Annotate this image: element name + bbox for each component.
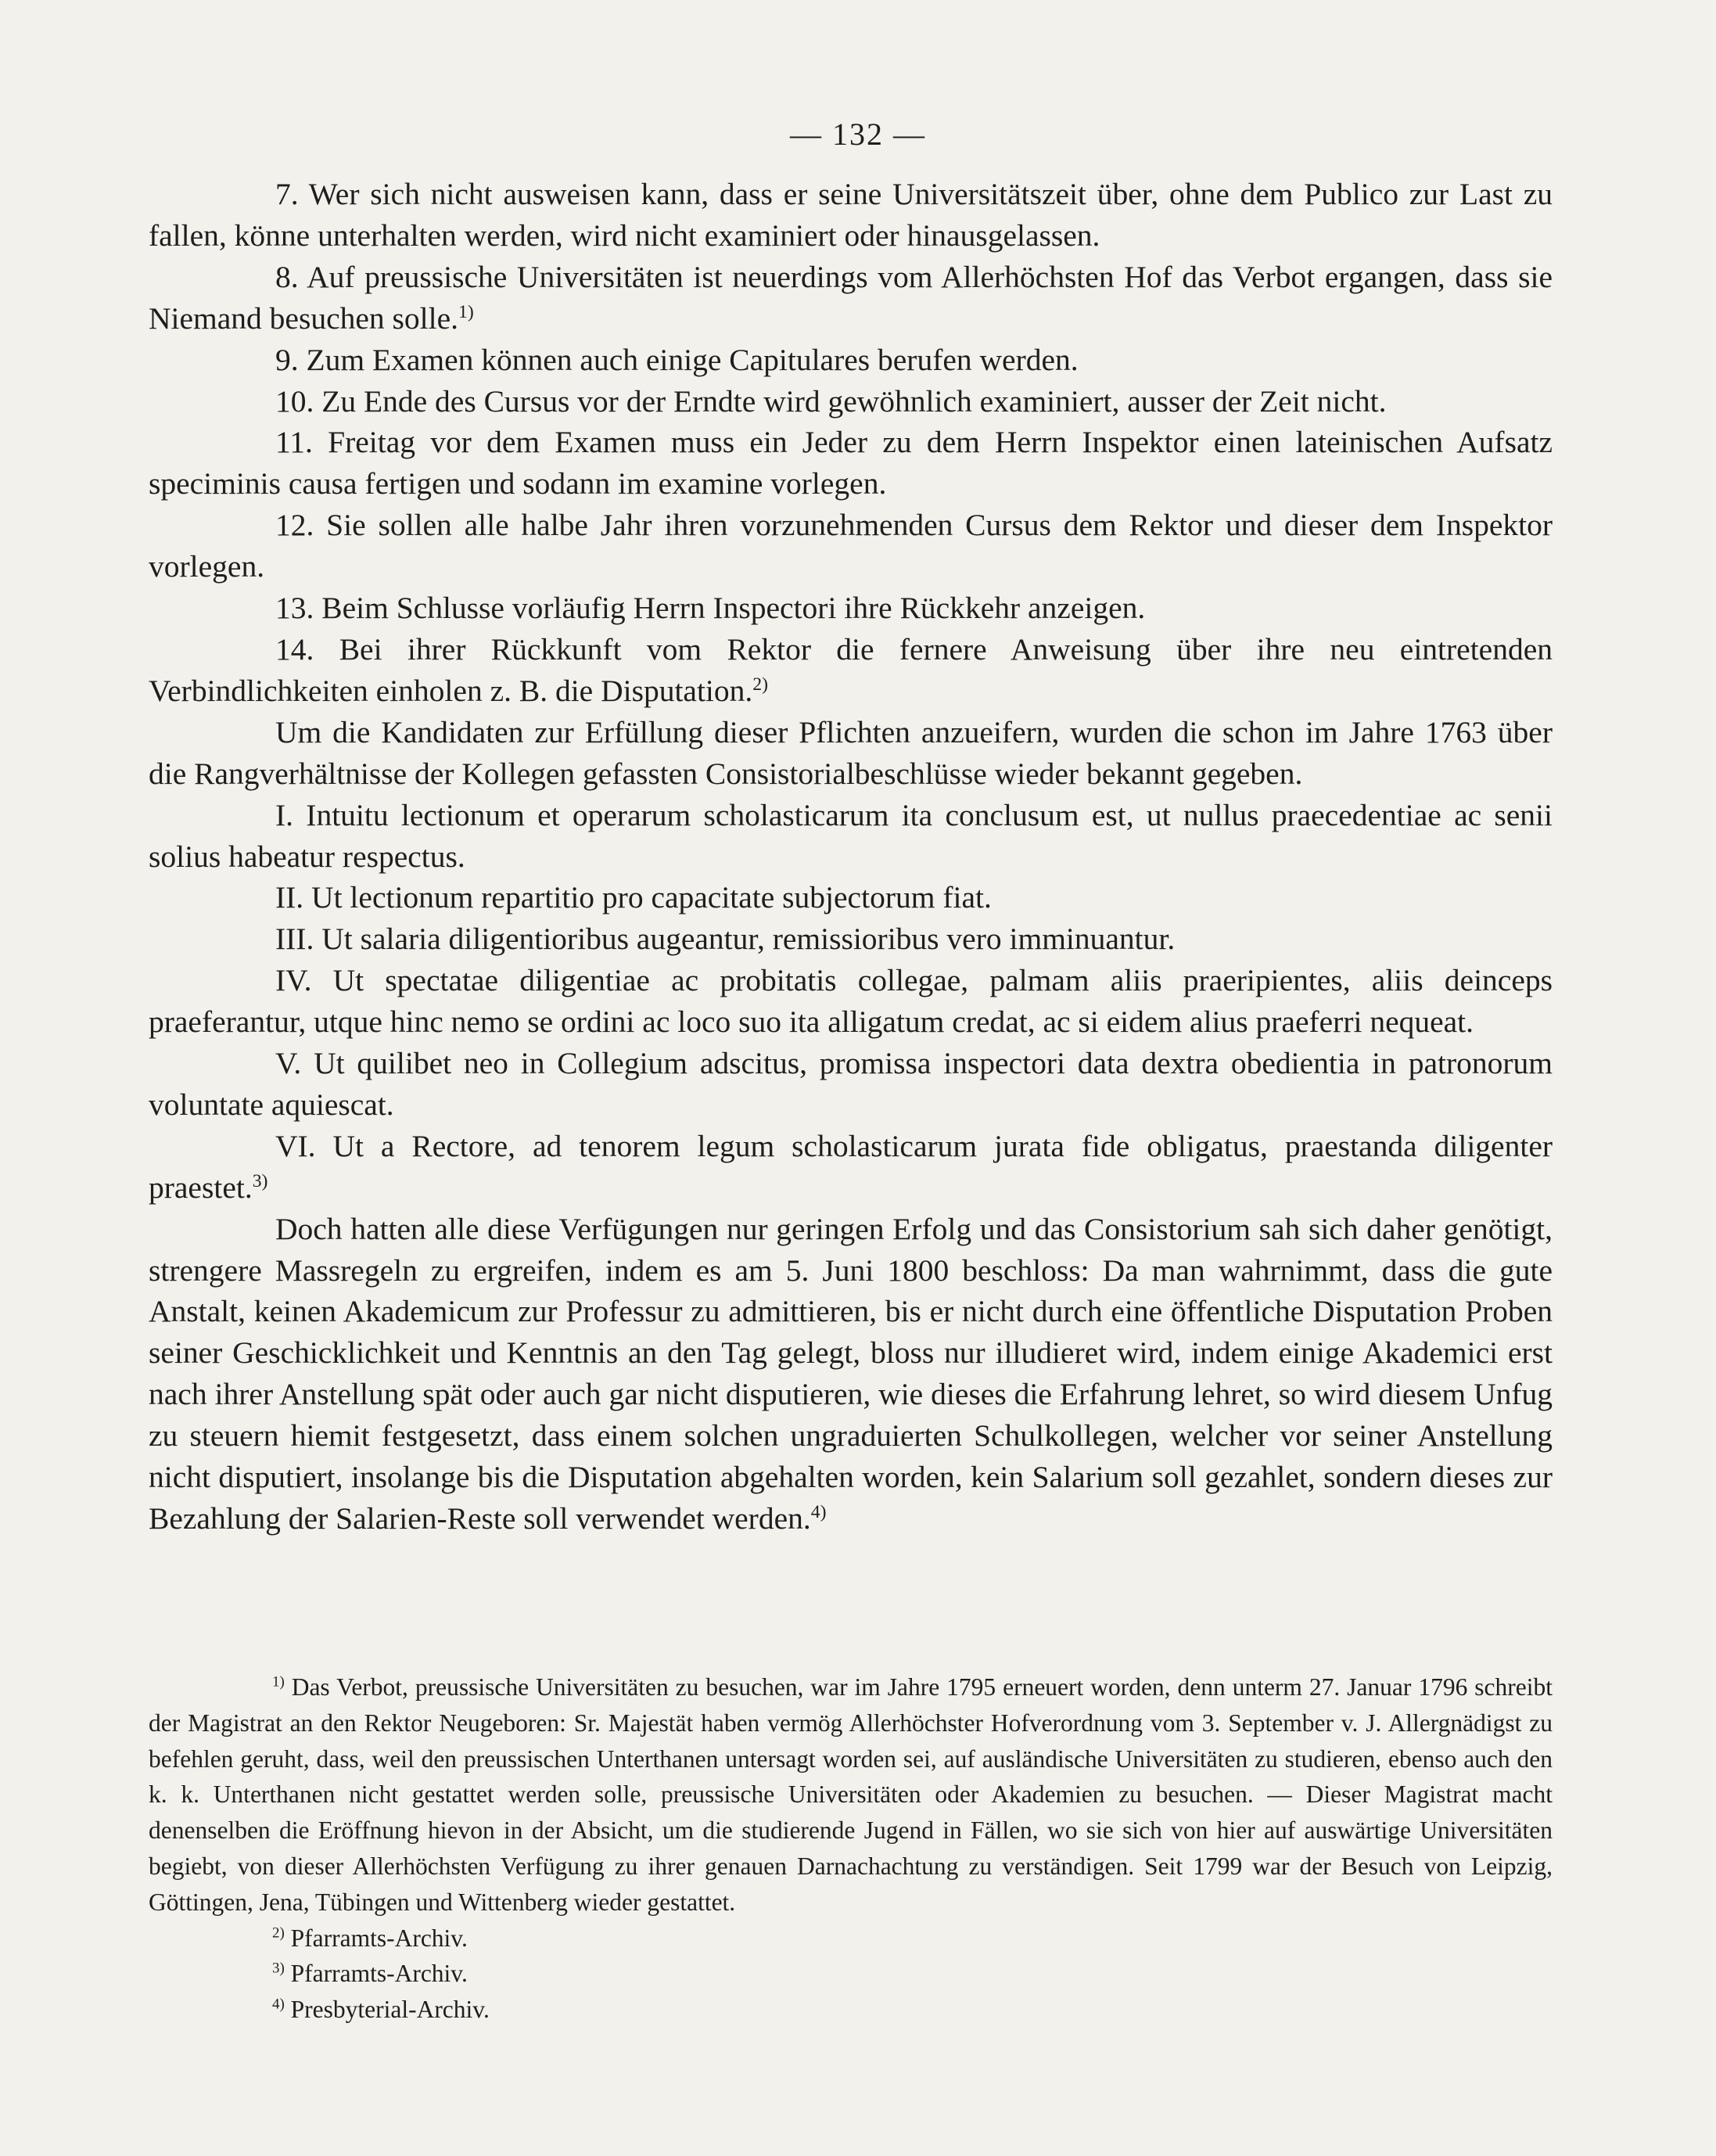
footnote-3: $^{3)}$ Pfarramts-Archiv.: [272, 1960, 468, 1988]
paragraph-item-9: 9. Zum Examen können auch einige Capitulares berufen werden.: [275, 342, 1079, 377]
paragraph-intro: Um die Kandidaten zur Erfüllung dieser Pflichten anzueifern, wurden die schon im Jahre 1763 über die Rangverhältnisse der Kollegen gefassten Consistorialbeschlüsse wieder bekannt gegeben.: [149, 714, 1553, 791]
paragraph-latin-ii: II. Ut lectionum repartitio pro capacitate subjectorum fiat.: [275, 880, 992, 915]
page-number: — 132 —: [790, 117, 926, 152]
paragraph-item-7: 7. Wer sich nicht ausweisen kann, dass er seine Universitätszeit über, ohne dem Publico zur Last zu fallen, könne unterhalten werden, wird nicht examiniert oder hinausgelassen.: [149, 177, 1553, 253]
paragraph-item-11: 11. Freitag vor dem Examen muss ein Jeder zu dem Herrn Inspektor einen lateinischen Aufsatz speciminis causa fertigen und sodann im examine vorlegen.: [149, 425, 1553, 501]
paragraph-latin-vi: VI. Ut a Rectore, ad tenorem legum scholasticarum jurata fide obligatus, praestanda diligenter praestet.$^{3)}$: [149, 1128, 1553, 1205]
footnote-1: $^{1)}$ Das Verbot, preussische Universitäten zu besuchen, war im Jahre 1795 erneuert worden, denn unterm 27. Januar 1796 schreibt der Magistrat an den Rektor Neugeboren: Sr. Majestät haben vermög Allerhöchster Hofverordnung vom 3. September v. J. Allergnädigst zu befehlen geruht, dass, weil den preussischen Unterthanen untersagt worden sei, auf ausländische Universitäten zu studieren, ebenso auch den k. k. Unterthanen nicht gestattet werden solle, preussische Universitäten oder Akademien zu besuchen. — Dieser Magistrat macht denenselben die Eröffnung hievon in der Absicht, um die studierende Jugend in Fällen, wo sie sich von hier auf auswärtige Universitäten begiebt, von dieser Allerhöchsten Verfügung zu ihrer genauen Darnachachtung zu verständigen. Seit 1799 war der Besuch von Leipzig, Göttingen, Jena, Tübingen und Wittenberg wieder gestattet.: [149, 1673, 1553, 1916]
footnote-4: $^{4)}$ Presbyterial-Archiv.: [272, 1996, 490, 2024]
paragraph-latin-iv: IV. Ut spectatae diligentiae ac probitatis collegae, palmam aliis praeripientes, aliis deinceps praeferantur, utque hinc nemo se ordini ac loco suo ita alligatum credat, ac si eidem alius praeferri nequeat.: [149, 963, 1553, 1040]
paragraph-item-12: 12. Sie sollen alle halbe Jahr ihren vorzunehmenden Cursus dem Rektor und dieser dem Inspektor vorlegen.: [149, 508, 1553, 584]
footnote-mark: 2): [272, 1924, 285, 1942]
paragraph-item-13: 13. Beim Schlusse vorläufig Herrn Inspectori ihre Rückkehr anzeigen.: [275, 591, 1146, 626]
paragraph-item-14: 14. Bei ihrer Rückkunft vom Rektor die fernere Anweisung über ihre neu eintretenden Verbindlichkeiten einholen z. B. die Disputation.$^{2)}$: [149, 631, 1553, 708]
footnotes: [149, 1669, 1553, 2028]
footnote-ref: 1): [458, 301, 474, 322]
paragraph-consistorium: Doch hatten alle diese Verfügungen nur geringen Erfolg und das Consistorium sah sich daher genötigt, strengere Massregeln zu ergreifen, indem es am 5. Juni 1800 beschloss: Da man wahrnimmt, dass die gute Anstalt, keinen Akademicum zur Professur zu admittieren, bis er nicht durch eine öffentliche Disputation Proben seiner Geschicklichkeit und Kenntnis an den Tag gelegt, bloss nur illudieret wird, indem einige Akademici erst nach ihrer Anstellung spät oder auch gar nicht disputieren, wie dieses die Erfahrung lehret, so wird diesem Unfug zu steuern hiemit festgesetzt, dass einem solchen ungraduierten Schulkollegen, welcher vor seiner Anstellung nicht disputiert, insolange bis die Disputation abgehalten worden, kein Salarium soll gezahlet, sondern dieses zur Bezahlung der Salarien-Reste soll verwendet werden.$^{4)}$: [149, 1211, 1553, 1536]
paragraph-latin-iii: III. Ut salaria diligentioribus augeantur, remissioribus vero imminuantur.: [275, 922, 1176, 957]
paragraph-item-8: 8. Auf preussische Universitäten ist neuerdings vom Allerhöchsten Hof das Verbot ergangen, dass sie Niemand besuchen solle.$^{1)}$: [149, 259, 1553, 336]
paragraph-item-10: 10. Zu Ende des Cursus vor der Erndte wird gewöhnlich examiniert, ausser der Zeit nicht.: [275, 383, 1387, 419]
footnote-ref: 3): [252, 1170, 268, 1191]
footnote-mark: 3): [272, 1960, 285, 1978]
paragraph-latin-i: I. Intuitu lectionum et operarum scholasticarum ita conclusum est, ut nullus praecedentiae ac senii solius habeatur respectus.: [149, 797, 1553, 874]
paragraph-latin-v: V. Ut quilibet neo in Collegium adscitus, promissa inspectori data dextra obedientia in patronorum voluntate aquiescat.: [149, 1046, 1553, 1122]
footnote-mark: 4): [272, 1996, 285, 2013]
footnote-2: $^{2)}$ Pfarramts-Archiv.: [272, 1924, 468, 1952]
footnote-ref: 4): [810, 1501, 827, 1522]
footnote-ref: 2): [752, 674, 769, 695]
footnote-mark: 1): [272, 1673, 285, 1691]
main-text: [149, 174, 1553, 1540]
